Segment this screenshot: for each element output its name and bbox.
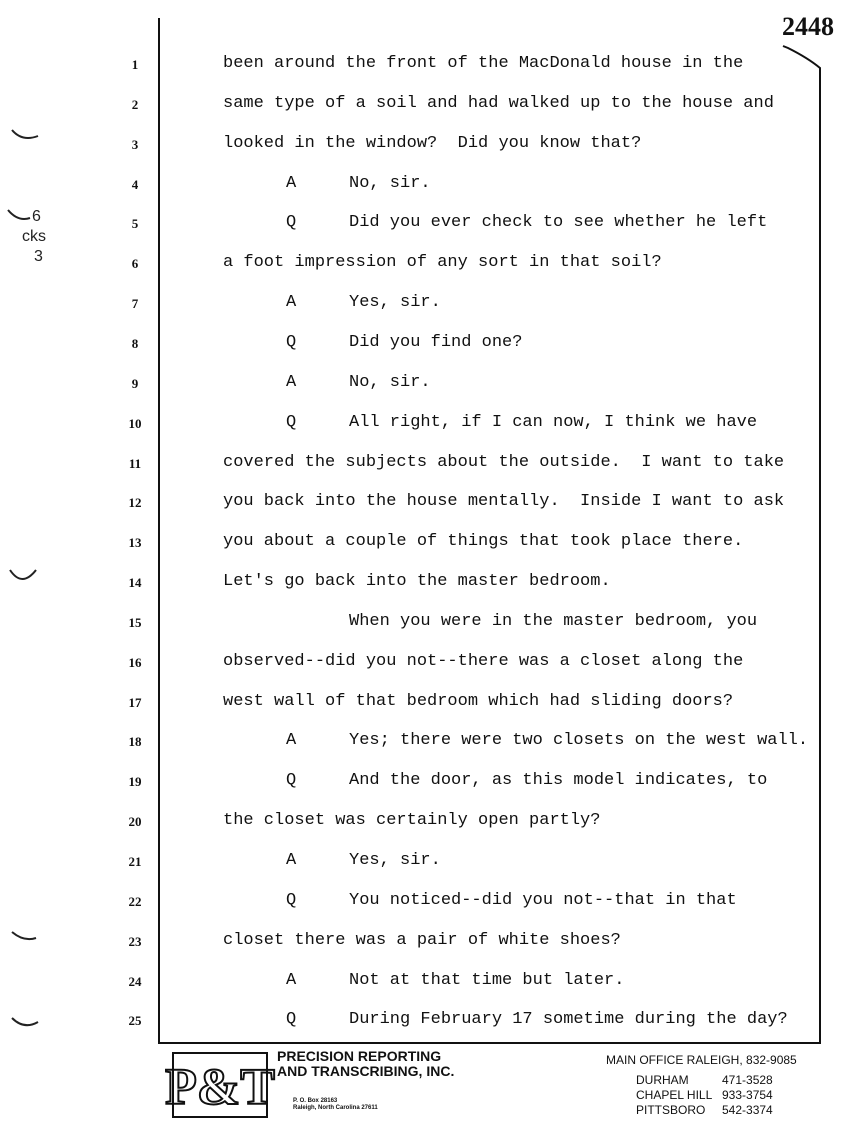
line-number: 1 [131,57,139,72]
line-text: When you were in the master bedroom, you [349,611,758,631]
line-number: 5 [131,216,139,232]
line-number: 21 [128,854,142,869]
line-number: 23 [128,933,142,949]
speaker-label: Q [286,412,297,432]
office-phone: 933-3754 [722,1088,773,1102]
line-text: west wall of that bedroom which had sliding doors? [223,691,734,711]
office-city: CHAPEL HILL [636,1088,713,1102]
line-text: No, sir. [349,372,431,392]
office-city: DURHAM [636,1073,689,1087]
line-text: You noticed--did you not--that in that [349,890,737,910]
line-text: No, sir. [349,173,431,193]
line-text: closet there was a pair of white shoes? [223,930,621,950]
speaker-label: A [286,173,297,193]
line-number: 11 [128,455,142,471]
line-text: covered the subjects about the outside. I want to take [223,452,785,472]
line-number: 20 [128,814,142,830]
speaker-label: Q [286,213,297,233]
line-number: 12 [128,495,142,511]
line-number: 22 [128,893,142,909]
speaker-label: Q [286,771,297,791]
firm-name-line1: PRECISION REPORTING [277,1048,442,1064]
speaker-label: A [286,970,297,990]
firm-address-line2: Raleigh, North Carolina 27611 [293,1105,378,1111]
line-number: 3 [131,136,139,152]
line-number: 18 [128,734,142,750]
line-text: All right, if I can now, I think we have [349,412,758,432]
margin-note-2: cks [22,228,46,245]
line-number: 24 [128,973,142,989]
line-number: 6 [131,256,139,272]
line-number: 2 [131,96,139,112]
line-number: 25 [128,1013,142,1029]
line-text: looked in the window? Did you know that? [223,133,642,153]
margin-note-3: 3 [34,248,43,265]
line-text: you back into the house mentally. Inside I want to ask [223,492,785,512]
line-text: Yes, sir. [349,851,441,870]
office-phone: 471-3528 [722,1073,773,1087]
line-text: Did you find one? [349,332,523,352]
line-text: same type of a soil and had walked up to the house and [223,93,774,113]
line-number: 19 [128,774,142,790]
company-logo [165,1052,275,1118]
margin-note-1: 6 [32,208,41,225]
line-text: observed--did you not--there was a closet along the [223,651,744,671]
firm-address-line1: P. O. Box 28163 [293,1098,338,1104]
speaker-label: Q [286,1010,297,1030]
line-text: Not at that time but later. [349,970,625,990]
main-office: MAIN OFFICE RALEIGH, 832-9085 [606,1053,797,1067]
firm-name [277,1049,454,1079]
speaker-label: Q [286,332,297,352]
line-number: 9 [131,375,139,391]
speaker-label: A [286,372,297,392]
line-number: 4 [131,176,139,192]
firm-name-line2: AND TRANSCRIBING, INC. [277,1063,455,1079]
logo-text: P&T [165,1059,275,1116]
office-phone: 542-3374 [722,1103,773,1117]
line-number: 10 [128,415,142,431]
line-number: 17 [128,694,142,710]
line-text: a foot impression of any sort in that soil? [223,253,662,273]
firm-address [293,1098,378,1112]
line-number: 7 [131,296,139,312]
line-number: 8 [131,335,139,351]
margin-marks [0,100,60,1060]
line-number: 15 [128,614,142,630]
line-text: Let's go back into the master bedroom. [223,572,611,592]
speaker-label: A [286,851,297,870]
line-text: Did you ever check to see whether he left [349,213,768,233]
line-number: 14 [128,575,142,591]
line-text: Yes; there were two closets on the west wall. [349,731,809,751]
speaker-label: A [286,731,297,751]
page-number: 2448 [782,12,834,41]
page-frame [158,18,820,1043]
line-text: you about a couple of things that took place there. [223,532,744,552]
line-text: Yes, sir. [349,293,441,313]
speaker-label: A [286,293,297,313]
line-text: And the door, as this model indicates, to [349,771,768,791]
office-city: PITTSBORO [636,1103,706,1117]
line-number: 13 [128,535,142,551]
line-text: During February 17 sometime during the day? [349,1010,788,1030]
line-text: the closet was certainly open partly? [223,811,601,831]
speaker-label: Q [286,890,297,910]
line-text: been around the front of the MacDonald house in the [223,54,744,73]
line-number: 16 [128,654,142,670]
